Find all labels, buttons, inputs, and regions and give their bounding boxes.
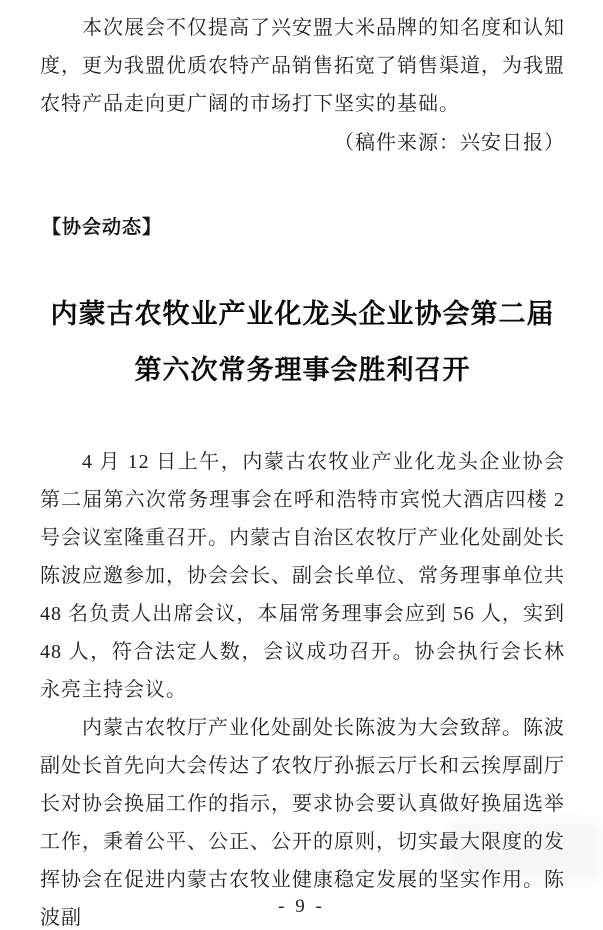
intro-paragraph: 本次展会不仅提高了兴安盟大米品牌的知名度和认知度，更为我盟优质农特产品销售拓宽了销售渠道，为我盟农特产品走向更广阔的市场打下坚实的基础。 bbox=[40, 17, 565, 115]
article-title bbox=[40, 286, 565, 398]
body-paragraph-1: 4 月 12 日上午，内蒙古农牧业产业化龙头企业协会第二届第六次常务理事会在呼和浩特市宾悦大酒店四楼 2 号会议室隆重召开。内蒙古自治区农牧厅产业化处副处长陈波应邀参加，协会会长、副会长单位、常务理事单位共 48 名负责人出席会议，本届常务理事会应到 56 人，实到 48 人，符合法定人数，会议成功召开。协会执行会长林永亮主持会议。 bbox=[40, 451, 565, 701]
article-title-line-2: 第六次常务理事会胜利召开 bbox=[134, 355, 471, 385]
source-attribution: （稿件来源：兴安日报） bbox=[334, 132, 565, 154]
section-header: 【协会动态】 bbox=[42, 217, 163, 238]
page-number: - 9 - bbox=[278, 896, 325, 917]
article-title-line-1: 内蒙古农牧业产业化龙头企业协会第二届 bbox=[50, 299, 555, 329]
body-paragraph-2: 内蒙古农牧厅产业化处副处长陈波为大会致辞。陈波副处长首先向大会传达了农牧厅孙振云厅长和云挨厚副厅长对协会换届工作的指示，要求协会要认真做好换届选举工作，秉着公平、公正、公开的原则，切实最大限度的发挥协会在促进内蒙古农牧业健康稳定发展的坚实作用。陈波副 bbox=[40, 717, 565, 929]
